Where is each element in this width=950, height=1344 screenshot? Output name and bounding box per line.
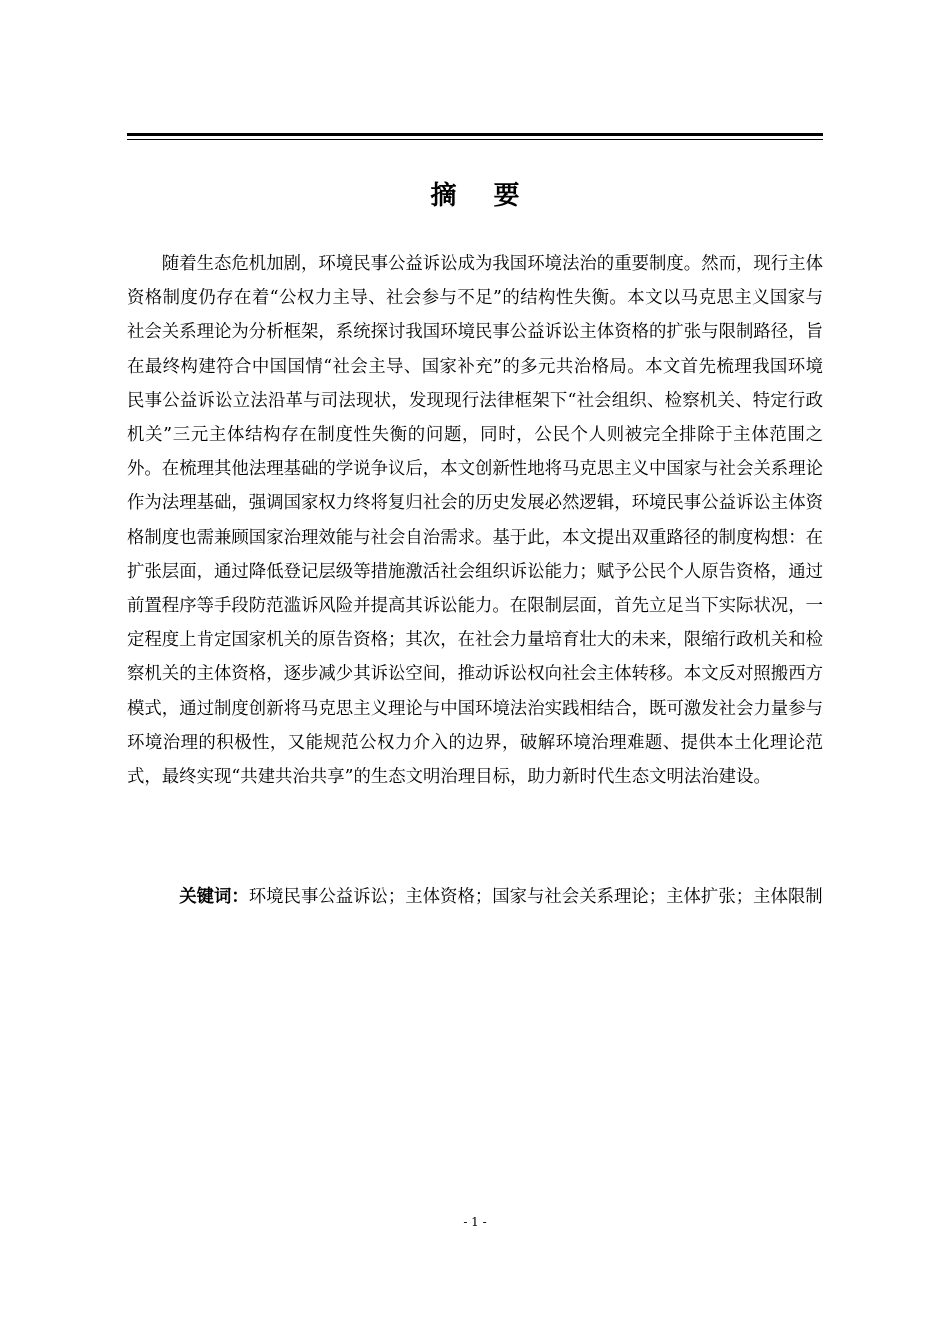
abstract-body: 随着生态危机加剧，环境民事公益诉讼成为我国环境法治的重要制度。然而，现行主体资格制度仍存在着“公权力主导、社会参与不足”的结构性失衡。本文以马克思主义国家与社会关系理论为分析框架，系统探讨我国环境民事公益诉讼主体资格的扩张与限制路径，旨在最终构建符合中国国情“社会主导、国家补充”的多元共治格局。本文首先梳理我国环境民事公益诉讼立法沿革与司法现状，发现现行法律框架下“社会组织、检察机关、特定行政机关”三元主体结构存在制度性失衡的问题，同时，公民个人则被完全排除于主体范围之外。在梳理其他法理基础的学说争议后，本文创新性地将马克思主义中国家与社会关系理论作为法理基础，强调国家权力终将复归社会的历史发展必然逻辑，环境民事公益诉讼主体资格制度也需兼顾国家治理效能与社会自治需求。基于此，本文提出双重路径的制度构想：在扩张层面，通过降低登记层级等措施激活社会组织诉讼能力；赋予公民个人原告资格，通过前置程序等手段防范滥诉风险并提高其诉讼能力。在限制层面，首先立足当下实际状况，一定程度上肯定国家机关的原告资格；其次，在社会力量培育壮大的未来，限缩行政机关和检察机关的主体资格，逐步减少其诉讼空间，推动诉讼权向社会主体转移。本文反对照搬西方模式，通过制度创新将马克思主义理论与中国环境法治实践相结合，既可激发社会力量参与环境治理的积极性，又能规范公权力介入的边界，破解环境治理难题、提供本土化理论范式，最终实现“共建共治共享”的生态文明治理目标，助力新时代生态文明法治建设。 (127, 254, 823, 788)
page-number: - 1 - (463, 1215, 487, 1229)
abstract-title: 摘 要 (430, 181, 534, 211)
keywords-paragraph (127, 880, 823, 914)
keywords-text: 环境民事公益诉讼；主体资格；国家与社会关系理论；主体扩张；主体限制 (248, 887, 823, 907)
keywords-label: 关键词： (179, 887, 249, 907)
header-rule-thin (127, 139, 823, 140)
header-rule-thick (127, 133, 823, 136)
